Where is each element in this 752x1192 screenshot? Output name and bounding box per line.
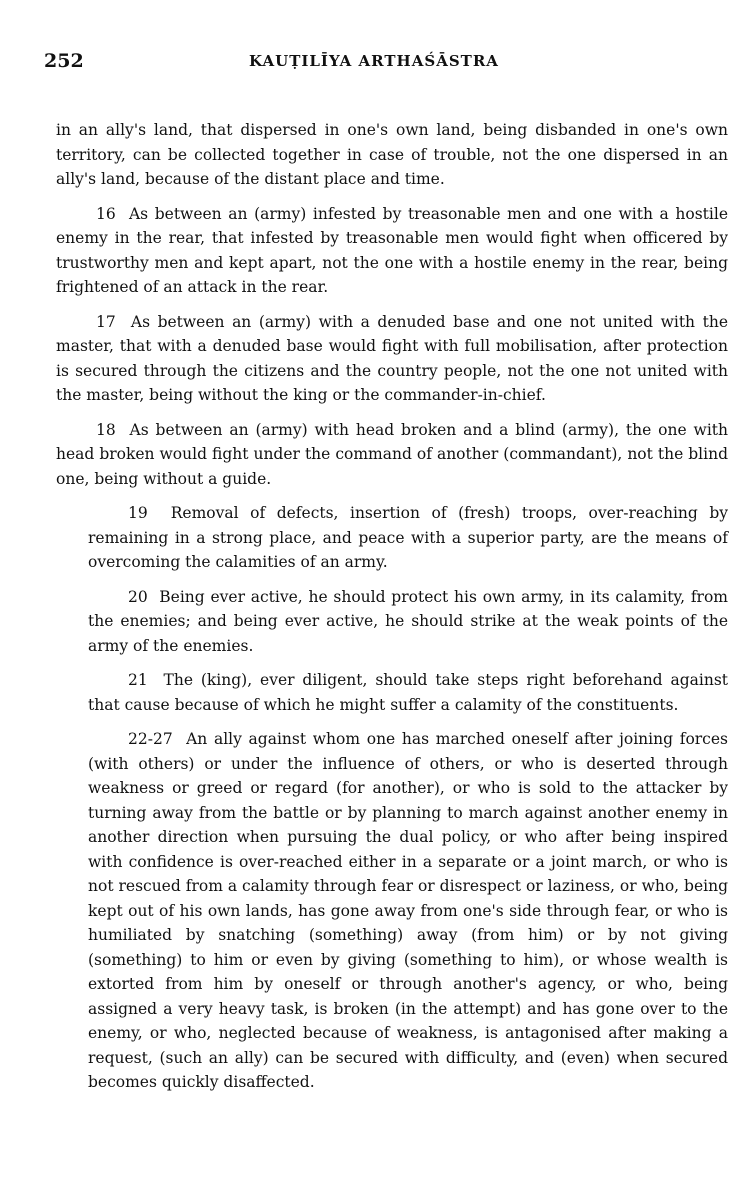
paragraph-text: As between an (army) with head broken and a blind (army), the one with head broken would fight under the command of another (commandant), not the blind one, being without a guide. (56, 420, 728, 488)
paragraph-number: 17 (96, 312, 116, 331)
paragraph-20 (88, 585, 728, 659)
paragraph-number: 22-27 (128, 730, 173, 748)
paragraph-text: As between an (army) with a denuded base and one not united with the master, that with a denuded base would fight with full mobilisation, after protection is secured through the citizens and the country people, not the one not united with the master, being without the king or the commander-in-chief. (56, 312, 728, 404)
paragraph-16 (56, 202, 728, 300)
page-header (44, 50, 704, 80)
page-number: 252 (44, 50, 84, 72)
paragraph-17 (56, 310, 728, 408)
paragraph-number: 19 (128, 504, 148, 522)
paragraph-21 (88, 668, 728, 717)
paragraph-text: in an ally's land, that dispersed in one's own land, being disbanded in one's own territory, can be collected together in case of trouble, not the one dispersed in an ally's land, because of the distant place and time. (56, 121, 728, 188)
paragraph-number: 18 (96, 420, 116, 439)
paragraph-22-27 (88, 727, 728, 1095)
paragraph-text: An ally against whom one has marched oneself after joining forces (with others) or under the influence of others, or who is deserted through weakness or greed or regard (for another), or who is sold to the attacker by turning away from the battle or by planning to march against another enemy in another direction when pursuing the dual policy, or who after being inspired with confidence is over-reached either in a separate or a joint march, or who is not rescued from a calamity through fear or disrespect or laziness, or who, being kept out of his own lands, has gone away from one's side through fear, or who is humiliated by snatching (something) away (from him) or by not giving (something) to him or even by giving (something to him), or whose wealth is extorted from him by oneself or through another's agency, or who, being assigned a very heavy task, is broken (in the attempt) and has gone over to the enemy, or who, neglected because of weakness, is antagonised after making a request, (such an ally) can be secured with difficulty, and (even) when secured becomes quickly disaffected. (88, 730, 728, 1091)
paragraph-19 (88, 501, 728, 575)
paragraph-number: 20 (128, 587, 148, 606)
paragraph-number: 16 (96, 204, 116, 223)
paragraph-text: Removal of defects, insertion of (fresh) troops, over-reaching by remaining in a strong place, and peace with a superior party, are the means of overcoming the calamities of an army. (88, 504, 728, 571)
body-text (56, 118, 728, 1105)
paragraph-continuation (56, 118, 728, 192)
paragraph-text: The (king), ever diligent, should take steps right beforehand against that cause because of which he might suffer a calamity of the constituents. (88, 671, 729, 714)
paragraph-text: As between an (army) infested by treasonable men and one with a hostile enemy in the rear, that infested by treasonable men would fight when officered by trustworthy men and kept apart, not the one with a hostile enemy in the rear, being frightened of an attack in the rear. (56, 204, 728, 296)
running-title: KAUṬILĪYA ARTHAŚĀSTRA (249, 52, 499, 70)
paragraph-number: 21 (128, 671, 148, 689)
paragraph-text: Being ever active, he should protect his own army, in its calamity, from the enemies; and being ever active, he should strike at the weak points of the army of the enemies. (88, 587, 729, 655)
paragraph-18 (56, 418, 728, 492)
